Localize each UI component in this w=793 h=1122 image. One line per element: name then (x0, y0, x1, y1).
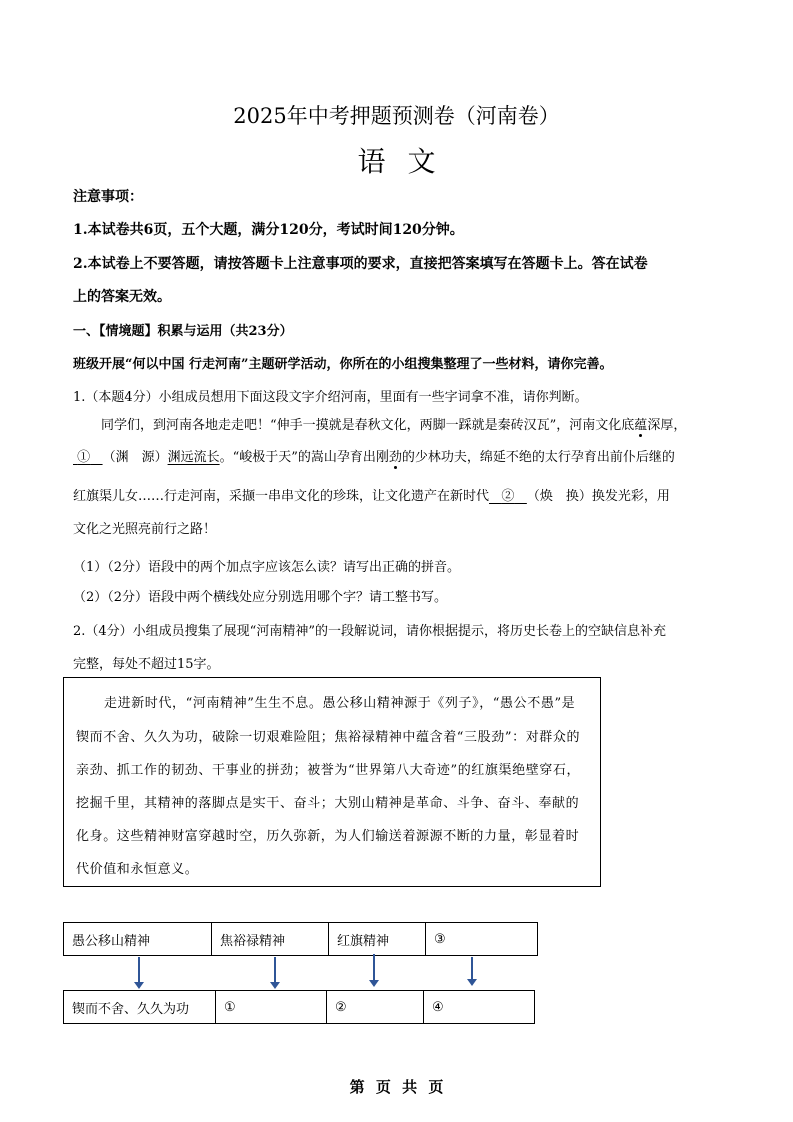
q1-sub-question-2: （2）（2分）语段中两个横线处应分别选用哪个字？请工整书写。 (73, 590, 448, 605)
answer-cell-3: ③ (426, 923, 538, 956)
question-2-stem-line-1: 2.（4分）小组成员搜集了展现“河南精神”的一段解说词，请你根据提示，将历史长卷上的空缺信息补充 (73, 624, 666, 639)
blank-2: ② (501, 489, 515, 504)
bottom-cell: 锲而不舍、久久为功 (64, 991, 216, 1024)
q1-text: 的少林功夫，绵延不绝的太行孕育出前仆后继的 (401, 450, 675, 465)
subject-title: 语文 (357, 145, 458, 178)
box-line: 锲而不舍、久久为功，破除一切艰难险阻；焦裕禄精神中蕴含着“三股劲”：对群众的 (76, 730, 581, 745)
q1-text: （渊 源） (102, 450, 168, 465)
box-line: 亲劲、抓工作的韧劲、干事业的拼劲；被誉为“世界第八大奇迹”的红旗渠绝壁穿石， (76, 763, 581, 778)
box-line: 化身。这些精神财富穿越时空，历久弥新，为人们输送着源源不断的力量，彰显着时 (76, 829, 580, 844)
dotted-char: 劲 (388, 450, 402, 465)
q1-passage-line-3 (73, 485, 670, 504)
dotted-char: 蕴 (634, 418, 648, 433)
question-2-stem-line-2: 完整，每处不超过15字。 (73, 657, 220, 672)
q1-passage-line-2 (73, 446, 675, 465)
arrow-down-icon (471, 957, 473, 981)
top-cell: 红旗精神 (329, 923, 426, 956)
underlined-phrase: 渊远流长 (167, 450, 220, 465)
arrow-down-icon (373, 954, 375, 982)
q1-sub-question-1: （1）（2分）语段中的两个加点字应该怎么读？请写出正确的拼音。 (73, 560, 461, 575)
exam-title: 2025年中考押题预测卷（河南卷） (233, 104, 560, 128)
notice-item-2-line-1: 2.本试卷上不要答题，请按答题卡上注意事项的要求，直接把答案填写在答题卡上。答在试卷 (73, 256, 648, 272)
top-cell: 焦裕禄精神 (212, 923, 329, 956)
q1-text: 。“峻极于天”的嵩山孕育出刚 (219, 450, 389, 465)
q1-text: 深厚， (647, 418, 687, 433)
box-line: 代价值和永恒意义。 (76, 862, 199, 877)
box-line: 挖掘千里，其精神的落脚点是实干、奋斗；大别山精神是革命、斗争、奋斗、奉献的 (76, 796, 580, 811)
scroll-table-top-row (63, 922, 538, 956)
q1-passage-line-4: 文化之光照亮前行之路！ (73, 522, 217, 537)
section-1-heading: 一、【情境题】积累与运用（共23分） (73, 324, 293, 339)
blank-1: ① (77, 450, 91, 465)
q1-text: 同学们，到河南各地走走吧！“伸手一摸就是春秋文化，两脚一踩就是秦砖汉瓦”，河南文化底 (101, 418, 635, 433)
box-line: 走进新时代，“河南精神”生生不息。愚公移山精神源于《列子》，“愚公不愚”是 (104, 696, 576, 711)
arrow-down-icon (138, 957, 140, 984)
q1-text: 红旗渠儿女……行走河南，采撷一串串文化的珍珠，让文化遗产在新时代 (73, 489, 490, 504)
notice-item-1: 1.本试卷共6页，五个大题，满分120分，考试时间120分钟。 (73, 222, 464, 238)
answer-cell-2: ② (327, 991, 424, 1024)
scroll-table-bottom-row (63, 990, 535, 1024)
notice-item-2-line-2: 上的答案无效。 (73, 289, 171, 305)
q1-text: （焕 换）换发光彩，用 (526, 489, 670, 504)
notice-heading: 注意事项： (73, 189, 143, 205)
answer-cell-1: ① (216, 991, 327, 1024)
top-cell: 愚公移山精神 (64, 923, 212, 956)
q1-passage-line-1 (101, 414, 686, 433)
section-1-intro: 班级开展“何以中国 行走河南”主题研学活动，你所在的小组搜集整理了一些材料，请你完善。 (73, 357, 613, 372)
commentary-box (63, 677, 601, 887)
arrow-down-icon (274, 957, 276, 984)
question-1-stem: 1.（本题4分）小组成员想用下面这段文字介绍河南，里面有一些字词拿不准，请你判断。 (73, 390, 588, 405)
answer-cell-4: ④ (424, 991, 535, 1024)
page-footer: 第 页 共 页 (349, 1078, 444, 1096)
